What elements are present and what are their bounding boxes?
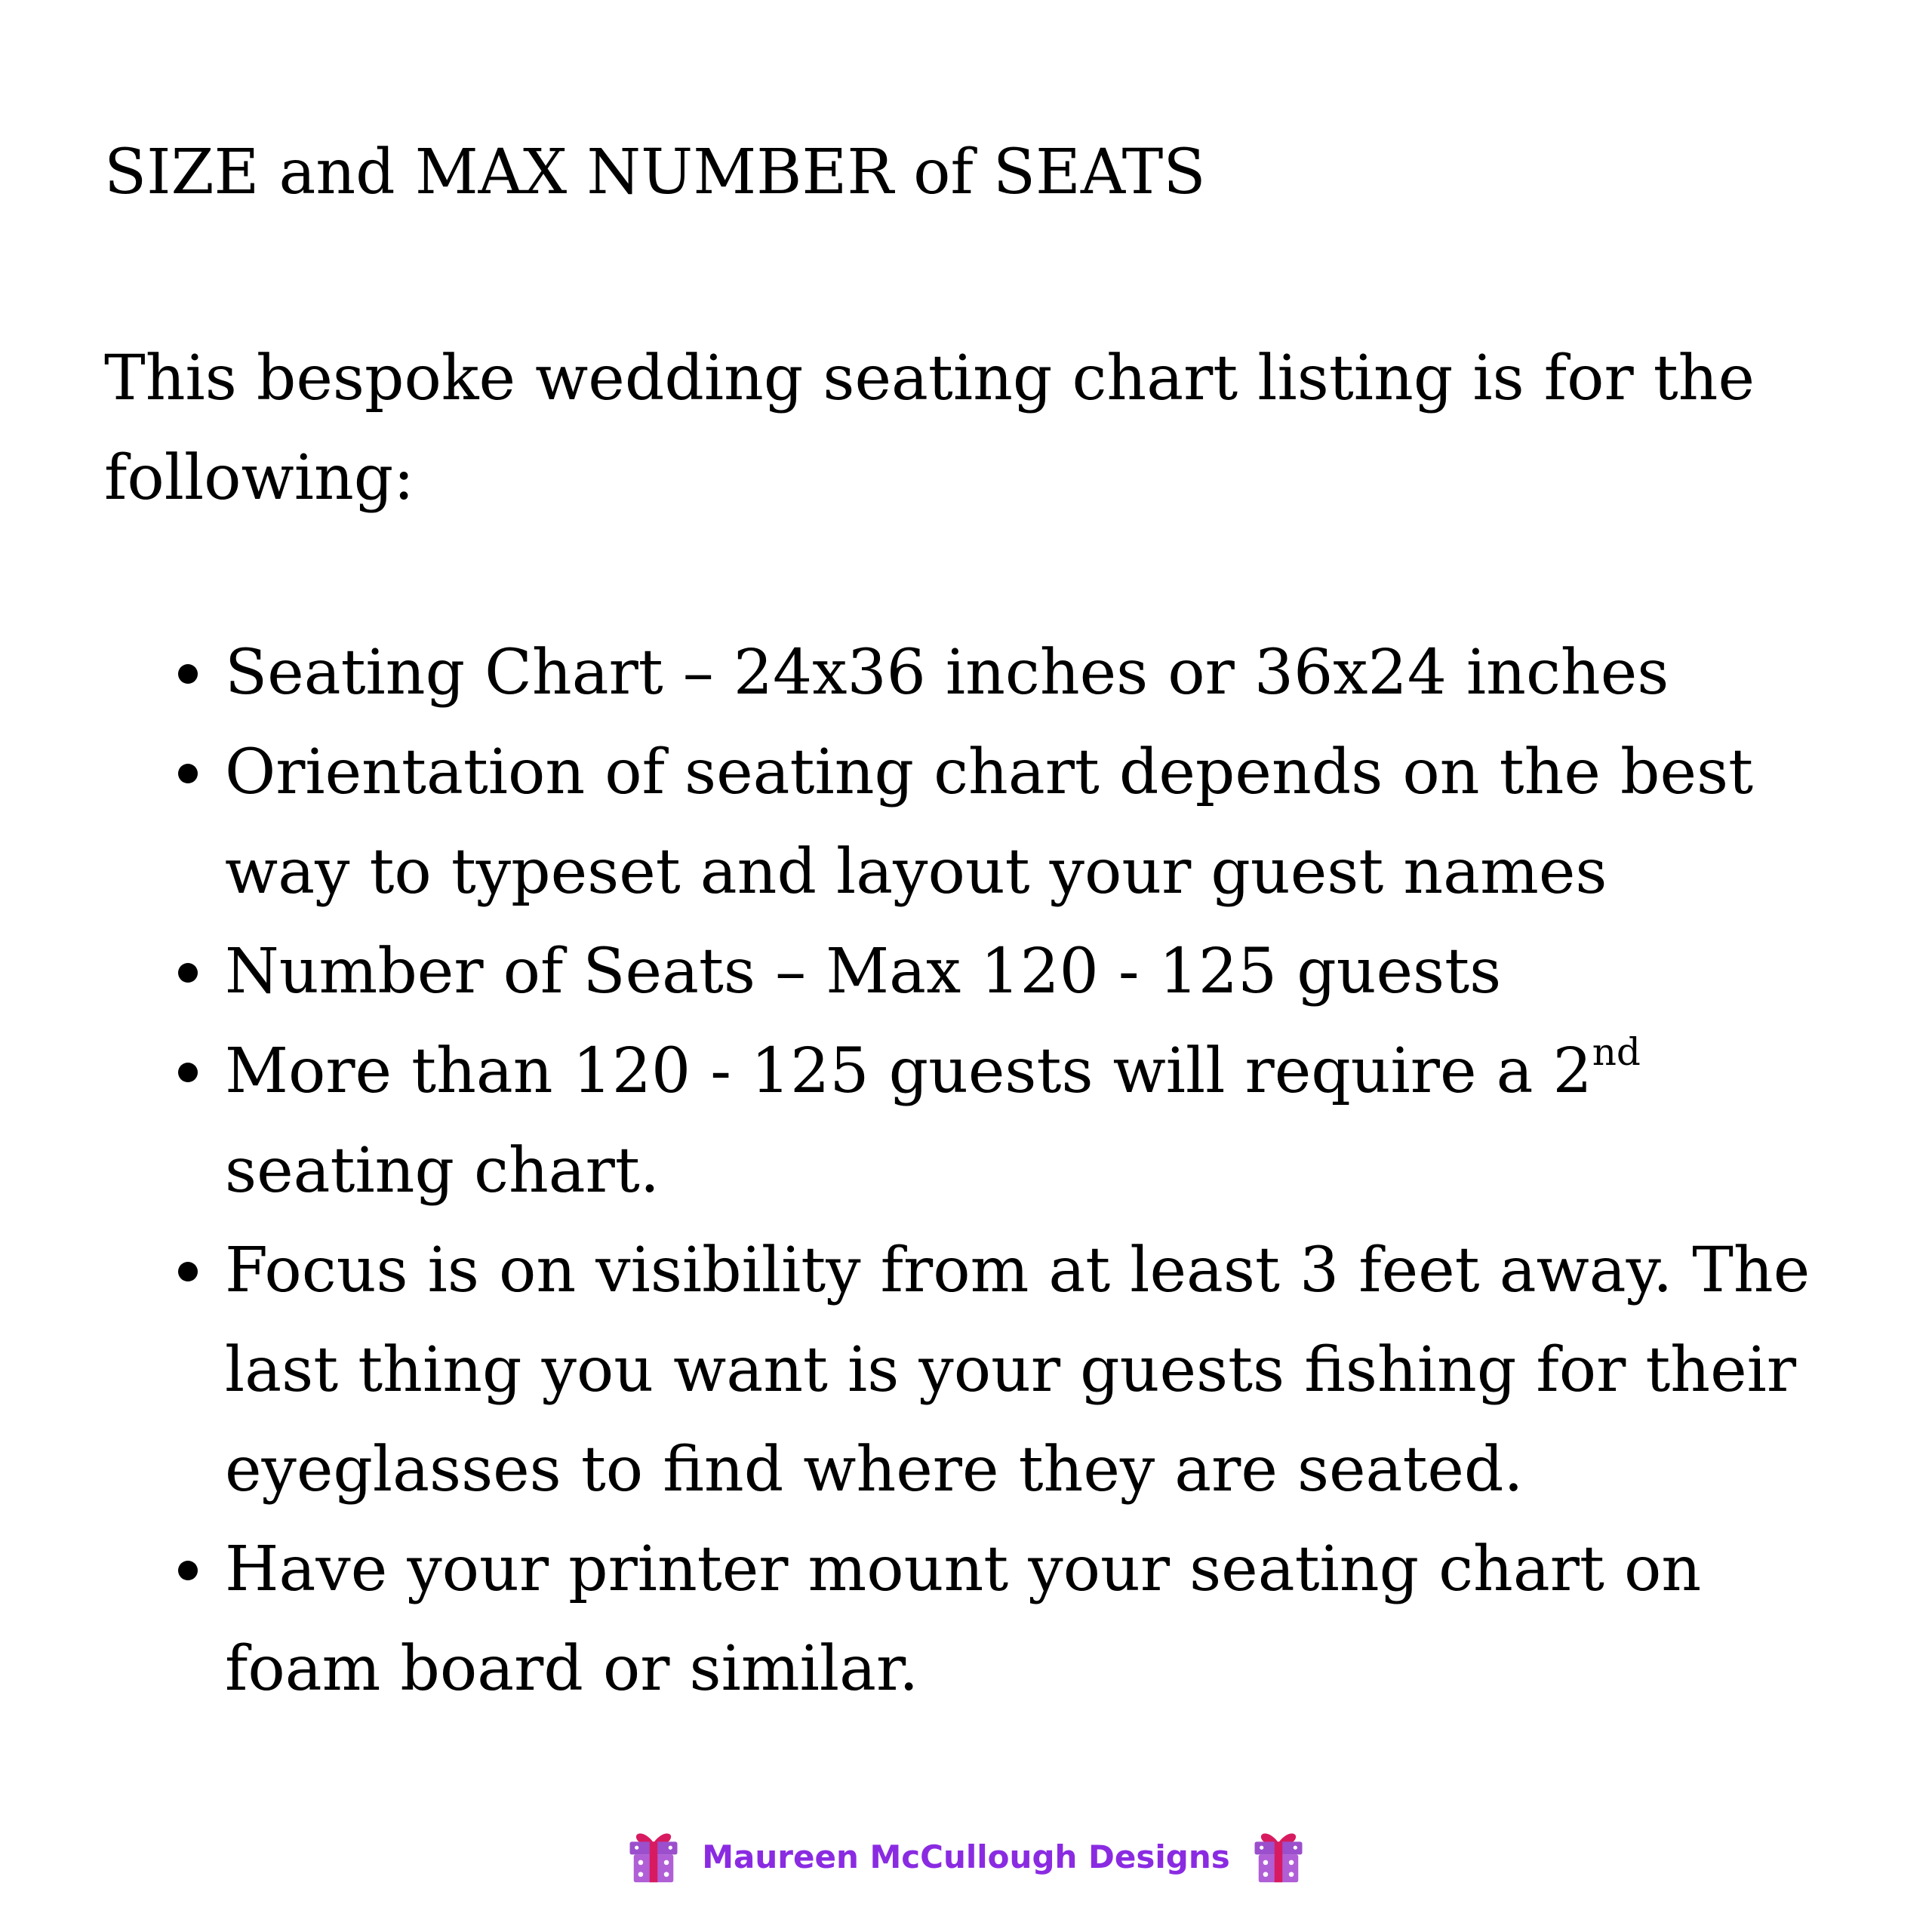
details-list bbox=[104, 623, 1870, 1719]
list-item-text: seating chart. bbox=[225, 1135, 660, 1207]
footer-branding bbox=[0, 1811, 1932, 1902]
list-item-text: Focus is on visibility from at least 3 feet away. The last thing you want is your guests fishing for their eyeglasses to find where they are seated. bbox=[225, 1235, 1810, 1506]
list-item bbox=[104, 723, 1870, 922]
bullet-icon bbox=[178, 963, 198, 983]
intro-paragraph: This bespoke wedding seating chart listing is for the following: bbox=[104, 343, 1755, 514]
list-item-text: Orientation of seating chart depends on the best way to typeset and layout your guest names bbox=[225, 737, 1754, 908]
list-item bbox=[104, 922, 1870, 1022]
gift-box-icon bbox=[622, 1825, 685, 1888]
brand-name: Maureen McCullough Designs bbox=[702, 1838, 1230, 1875]
page-heading: SIZE and MAX NUMBER of SEATS bbox=[104, 137, 1206, 208]
list-item bbox=[104, 1221, 1870, 1520]
bullet-icon bbox=[178, 764, 198, 783]
list-item-text: Number of Seats – Max 120 - 125 guests bbox=[225, 936, 1502, 1008]
bullet-icon bbox=[178, 664, 198, 684]
gift-box-icon bbox=[1247, 1825, 1310, 1888]
list-item-text: Have your printer mount your seating chart on foam board or similar. bbox=[225, 1534, 1702, 1705]
ordinal-suffix: nd bbox=[1592, 1029, 1641, 1074]
bullet-icon bbox=[178, 1063, 198, 1082]
list-item-text: More than 120 - 125 guests will require a 2 bbox=[225, 1035, 1592, 1107]
bullet-icon bbox=[178, 1262, 198, 1281]
bullet-icon bbox=[178, 1561, 198, 1580]
list-item bbox=[104, 1022, 1870, 1221]
list-item bbox=[104, 623, 1870, 723]
list-item bbox=[104, 1520, 1870, 1719]
list-item-text: Seating Chart – 24x36 inches or 36x24 inches bbox=[225, 637, 1669, 709]
